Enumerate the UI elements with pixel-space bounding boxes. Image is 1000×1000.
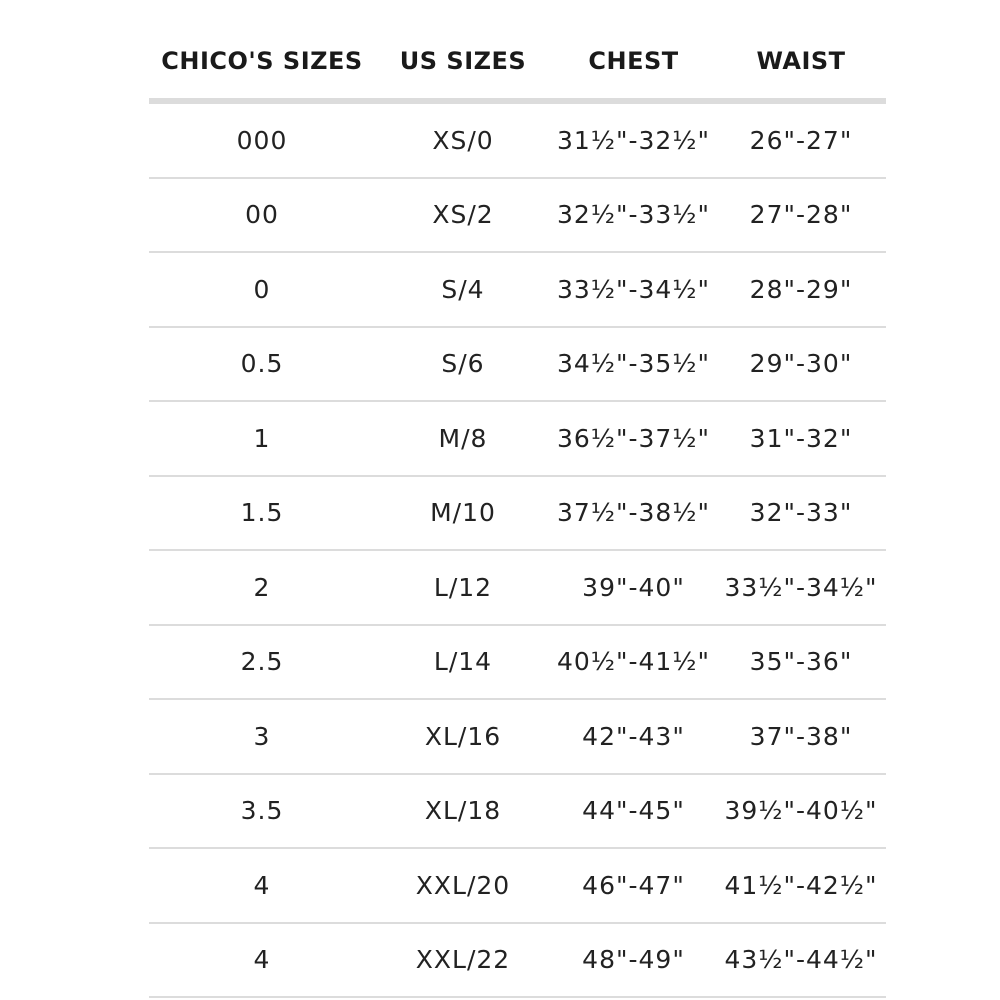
chest-cell: 39"-40" xyxy=(582,572,685,602)
waist-cell: 33½"-34½" xyxy=(724,572,878,602)
chicos-size-cell: 000 xyxy=(236,125,288,155)
waist-cell: 37"-38" xyxy=(749,721,853,751)
chicos-size-cell: 1 xyxy=(253,423,271,453)
chicos-size-cell: 0 xyxy=(253,274,271,304)
waist-cell: 32"-33" xyxy=(749,498,853,528)
waist-cell: 29"-30" xyxy=(749,349,853,379)
table-row xyxy=(149,700,886,775)
chest-cell: 34½"-35½" xyxy=(556,349,711,379)
us-size-cell: M/8 xyxy=(438,423,488,453)
chest-cell: 31½"-32½" xyxy=(556,125,711,155)
table-row xyxy=(149,328,886,403)
chicos-size-cell: 2 xyxy=(253,572,271,602)
us-size-cell: XL/16 xyxy=(424,721,502,751)
us-size-cell: XS/0 xyxy=(432,125,494,155)
table-row xyxy=(149,253,886,328)
chest-cell: 42"-43" xyxy=(582,721,685,751)
table-row xyxy=(149,402,886,477)
chest-cell: 36½"-37½" xyxy=(556,423,711,453)
chest-cell: 33½"-34½" xyxy=(556,274,711,304)
header-chicos-sizes: CHICO'S SIZES xyxy=(161,47,363,75)
us-size-cell: XXL/22 xyxy=(415,945,511,975)
waist-cell: 41½"-42½" xyxy=(724,870,878,900)
us-size-cell: XS/2 xyxy=(432,200,494,230)
chest-cell: 37½"-38½" xyxy=(556,498,711,528)
us-size-cell: L/14 xyxy=(433,647,493,677)
chicos-size-cell: 3 xyxy=(253,721,271,751)
table-row xyxy=(149,924,886,999)
us-size-cell: XL/18 xyxy=(424,796,502,826)
waist-cell: 31"-32" xyxy=(749,423,853,453)
header-us-sizes: US SIZES xyxy=(399,47,527,75)
size-chart-table xyxy=(149,0,886,998)
chicos-size-cell: 2.5 xyxy=(240,647,284,677)
chicos-size-cell: 1.5 xyxy=(240,498,284,528)
table-row xyxy=(149,477,886,552)
us-size-cell: XXL/20 xyxy=(415,870,511,900)
us-size-cell: S/6 xyxy=(441,349,485,379)
table-header-row xyxy=(149,0,886,104)
chicos-size-cell: 4 xyxy=(253,945,271,975)
table-row xyxy=(149,551,886,626)
waist-cell: 39½"-40½" xyxy=(724,796,878,826)
table-row xyxy=(149,775,886,850)
chicos-size-cell: 00 xyxy=(245,200,279,230)
chest-cell: 44"-45" xyxy=(582,796,685,826)
waist-cell: 27"-28" xyxy=(749,200,853,230)
chest-cell: 46"-47" xyxy=(582,870,685,900)
table-row xyxy=(149,179,886,254)
table-row xyxy=(149,104,886,179)
chicos-size-cell: 4 xyxy=(253,870,271,900)
chicos-size-cell: 0.5 xyxy=(240,349,284,379)
table-row xyxy=(149,849,886,924)
chest-cell: 32½"-33½" xyxy=(556,200,711,230)
waist-cell: 43½"-44½" xyxy=(724,945,878,975)
chest-cell: 40½"-41½" xyxy=(556,647,711,677)
us-size-cell: L/12 xyxy=(433,572,493,602)
us-size-cell: S/4 xyxy=(441,274,485,304)
us-size-cell: M/10 xyxy=(430,498,496,528)
chicos-size-cell: 3.5 xyxy=(240,796,284,826)
table-row xyxy=(149,626,886,701)
header-chest: CHEST xyxy=(588,47,679,75)
waist-cell: 35"-36" xyxy=(749,647,853,677)
waist-cell: 26"-27" xyxy=(749,125,853,155)
header-waist: WAIST xyxy=(756,47,846,75)
table-body xyxy=(149,104,886,998)
waist-cell: 28"-29" xyxy=(749,274,853,304)
chest-cell: 48"-49" xyxy=(582,945,685,975)
